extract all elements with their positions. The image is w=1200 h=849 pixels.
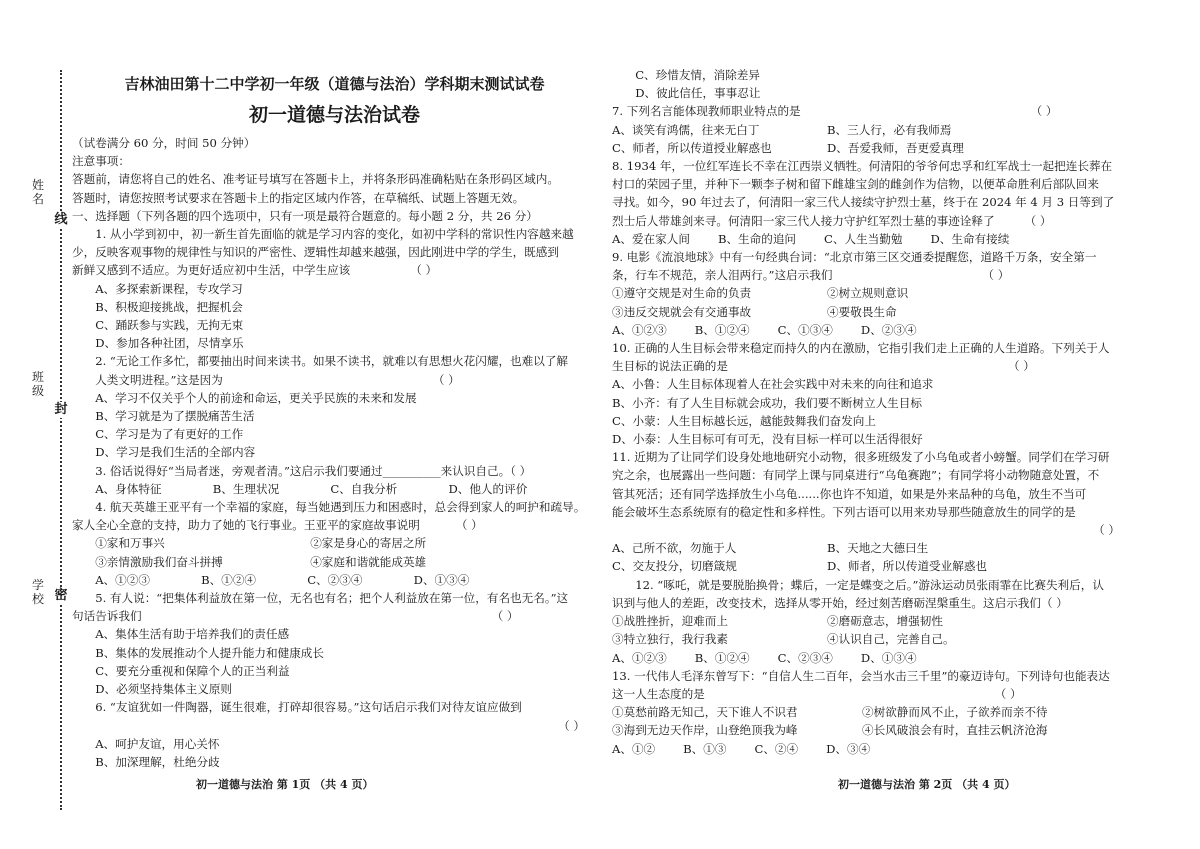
- option: B、生命的追问: [717, 231, 797, 246]
- name-label: 姓名: [31, 178, 44, 206]
- option: C、要充分重视和保障个人的正当利益: [95, 663, 290, 678]
- statement: ③海到无边天作岸，山登绝顶我为峰: [612, 723, 798, 738]
- page-right: [612, 66, 1132, 758]
- option: A、集体生活有助于培养我们的责任感: [95, 627, 290, 642]
- option: D、吾爱我师，吾更爱真理: [827, 140, 964, 155]
- option: B、①②④: [201, 572, 257, 587]
- option: A、①②③: [612, 322, 667, 337]
- option: A、小鲁：人生目标体现着人在社会实践中对未来的向往和追求: [612, 377, 934, 392]
- answer-bracket: （ ）: [1007, 359, 1035, 374]
- option: B、①②④: [694, 650, 750, 665]
- option: B、生理状况: [212, 481, 280, 496]
- question-7: 7. 下列名言能体现教师职业特点的是 （ ） A、谈笑有鸿儒，往来无白丁 B、三人行，必有我师焉 C、师者，所以传道授业解惑也 D、吾爱我师，吾更爱真理: [612, 102, 1132, 157]
- option: A、谈笑有鸿儒，往来无白丁: [612, 122, 760, 137]
- exam-title: 吉林油田第十二中学初一年级（道德与法治）学科期末测试试卷: [124, 75, 545, 93]
- option: C、②④: [754, 741, 799, 756]
- option: D、彼此信任，事事忍让: [635, 86, 761, 101]
- option: A、多探索新课程，专攻学习: [95, 281, 243, 296]
- option: D、学习是我们生活的全部内容: [95, 445, 256, 460]
- question-5: 5. 有人说：“把集体利益放在第一位，无名也有名；把个人利益放在第一位，有名也无名。”这 句话告诉我们 （ ） A、集体生活有助于培养我们的责任感 B、集体的发展推动个人提升能力和健康成长 C、要充分重视和保障个人的正当利益 D、必须坚持集体主义原则: [72, 589, 597, 698]
- question-13: 13. 一代伟人毛泽东曾写下：“自信人生二百年，会当水击三千里”的豪迈诗句。下列诗句也能表达 这一人生态度的是 （ ） ①莫愁前路无知己，天下谁人不识君 ②树欲静而风不止，子欲养而亲不待 ③海到无边天作岸，山登绝顶我为峰 ④长风破浪会有时，直挂云帆济沧海 A、①② B、①③ C、②④ D、③④: [612, 667, 1132, 758]
- option: C、人生当勤勉: [824, 231, 903, 246]
- option: D、小泰：人生目标可有可无，没有目标一样可以生活得很好: [612, 432, 923, 447]
- question-8: 8. 1934 年，一位红军连长不幸在江西崇义牺牲。何清阳的爷爷何忠孚和红军战士一起把连长葬在 村口的荣园子里，并种下一颗李子树和留下雌雄宝剑的雌剑作为信物，以便革命胜利后部队回来 寻找。如今，90 年过去了，何清阳一家三代人接续守护烈士墓，终于在 2024 年 4 月 3 日等到了 烈士后人带雄剑来寻。何清阳一家三代人接力守护红军烈士墓的事迹诠释了 （ ） A、爱在家人间 B、生命的追问 C、人生当勤勉 D、生命有接续: [612, 157, 1132, 248]
- option: D、②③④: [860, 322, 917, 337]
- option: A、①②③: [95, 572, 150, 587]
- statement: ②磨砺意志，增强韧性: [827, 614, 943, 629]
- page-footer-left: 初一道德与法治 第 1页 （共 4 页）: [196, 778, 374, 791]
- question-1: 1. 从小学到初中，初一新生首先面临的就是学习内容的变化，如初中学科的常识性内容越来越 少，反映客观事物的规律性与知识的严密性、逻辑性却越来越强，因此刚进中学的学生，既感到 新鲜又感到不适应。为更好适应初中生活，中学生应该 （ ） A、多探索新课程，专攻学习 B、积极迎接挑战，把握机会 C、踊跃参与实践，无拘无束 D、参加各种社团，尽情享乐: [72, 225, 597, 352]
- option: C、①③④: [777, 322, 833, 337]
- seal-mark-line: 线: [52, 212, 70, 228]
- statement: ④认识自己，完善自己。: [827, 632, 955, 647]
- notice-line: 答题时，请您按照考试要求在答题卡上的指定区域内作答，在草稿纸、试题上答题无效。: [72, 190, 525, 205]
- question-2: 2. “无论工作多忙，都要抽出时间来读书。如果不读书，就难以有思想火花闪耀，也难以了解 人类文明进程。”这是因为 （ ） A、学习不仅关乎个人的前途和命运，更关乎民族的未来和发展 B、学习就是为了摆脱痛苦生活 C、学习是为了有更好的工作 D、学习是我们生活的全部内容: [72, 352, 597, 461]
- option: A、①②: [612, 741, 656, 756]
- question-3: 3. 俗话说得好“当局者迷，旁观者清。”这启示我们要通过__________来认识自己。（ ） A、身体特征 B、生理状况 C、自我分析 D、他人的评价: [72, 462, 597, 498]
- statement: ③特立独行，我行我素: [612, 632, 728, 647]
- answer-bracket: （ ）: [432, 372, 460, 387]
- seal-mark-seal: 封: [52, 402, 70, 418]
- question-11: 11. 近期为了让同学们设身处地地研究小动物，很多班级发了小乌龟或者小螃蟹。同学们在学习研 究之余，也展露出一些问题：有同学上课与同桌进行“乌龟赛跑”；有同学将小动物随意处置，不 管其死活；还有同学选择放生小乌龟......你也许不知道，如果是外来品种的乌龟，放生不当可 能会破坏生态系统原有的稳定性和多样性。下列古语可以用来劝导那些随意放生的同学的是 （ ） A、己所不欲，勿施于人 B、天地之大德曰生 C、交友投分，切磨箴规 D、师者，所以传道受业解惑也: [612, 448, 1132, 575]
- statement: ②树立规则意识: [827, 286, 909, 301]
- option: C、②③④: [777, 650, 833, 665]
- statement: ①家和万事兴: [95, 536, 165, 551]
- option: A、学习不仅关乎个人的前途和命运，更关乎民族的未来和发展: [95, 390, 417, 405]
- option: D、①③④: [413, 572, 470, 587]
- option: C、小蒙：人生目标越长远，越能鼓舞我们奋发向上: [612, 413, 876, 428]
- class-label: 班级: [31, 370, 44, 398]
- exam-subtitle: 初一道德与法治试卷: [248, 104, 420, 126]
- option: A、己所不欲，勿施于人: [612, 541, 737, 556]
- option: B、天地之大德曰生: [827, 541, 929, 556]
- answer-bracket: （ ）: [982, 268, 1010, 283]
- question-12: 12. “啄吒，就是要脱胎换骨；蝶后，一定是蝶变之后。”游泳运动员张雨霏在比赛失利后，认 识到与他人的差距，改变技术，选择从零开始，经过刻苦磨砺涅槃重生。这启示我们（ ） ①战胜挫折，迎难而上 ②磨砺意志，增强韧性 ③特立独行，我行我素 ④认识自己，完善自己。 A、①②③ B、①②④ C、②③④ D、①③④: [612, 576, 1132, 667]
- option: C、自我分析: [330, 481, 398, 496]
- option: D、①③④: [860, 650, 917, 665]
- statement: ④家庭和谐就能成英雄: [310, 554, 427, 569]
- answer-bracket: （ ）: [491, 609, 519, 624]
- statement: ①莫愁前路无知己，天下谁人不识君: [612, 705, 798, 720]
- option: A、身体特征: [95, 481, 162, 496]
- section-heading: 一、选择题（下列各题的四个选项中，只有一项是最符合题意的。每小题 2 分，共 26 分）: [72, 208, 538, 223]
- option: B、积极迎接挑战，把握机会: [95, 299, 243, 314]
- option: C、师者，所以传道授业解惑也: [612, 140, 772, 155]
- question-10: 10. 正确的人生目标会带来稳定而持久的内在激励，它指引我们走上正确的人生道路。下列关于人 生目标的说法正确的是 （ ） A、小鲁：人生目标体现着人在社会实践中对未来的向往和追求 B、小齐：有了人生目标就会成功，我们要不断树立人生目标 C、小蒙：人生目标越长远，越能鼓舞我们奋发向上 D、小泰：人生目标可有可无，没有目标一样可以生活得很好: [612, 339, 1132, 448]
- statement: ①战胜挫折，迎难而上: [612, 614, 728, 629]
- option: B、加深理解，杜绝分歧: [95, 754, 220, 769]
- notice-title: 注意事项：: [72, 154, 130, 169]
- option: C、珍惜友情，消除差异: [635, 68, 760, 82]
- question-4: 4. 航天英雄王亚平有一个幸福的家庭，每当她遇到压力和困惑时，总会得到家人的呵护和疏导。 家人全心全意的支持，助力了她的飞行事业。王亚平的家庭故事说明 （ ） ①家和万事兴 ②家是身心的寄居之所 ③亲情激励我们奋斗拼搏 ④家庭和谐就能成英雄 A、①②③ B、①②④ C、②③④ D、①③④: [72, 498, 597, 589]
- option: B、三人行，必有我师焉: [827, 122, 952, 137]
- option: D、必须坚持集体主义原则: [95, 682, 233, 697]
- option: B、集体的发展推动个人提升能力和健康成长: [95, 645, 324, 660]
- option: C、学习是为了有更好的工作: [95, 427, 244, 442]
- answer-bracket: （ ）: [558, 718, 585, 733]
- answer-bracket: （ ）: [1024, 213, 1052, 228]
- school-label: 学校: [31, 578, 44, 606]
- statement: ③违反交规就会有交通事故: [612, 304, 752, 319]
- option: C、踊跃参与实践，无拘无束: [95, 318, 244, 333]
- option: D、生命有接续: [930, 231, 1010, 246]
- option: B、①②④: [694, 322, 750, 337]
- option: D、师者，所以传道受业解惑也: [827, 559, 988, 574]
- page-left: [72, 62, 597, 771]
- question-6: 6. “友谊犹如一件陶器，诞生很难，打碎却很容易。”这句话启示我们对待友谊应做到 （ ） A、呵护友谊，用心关怀 B、加深理解，杜绝分歧: [72, 698, 597, 771]
- statement: ④要敬畏生命: [827, 304, 897, 319]
- page-footer-right: 初一道德与法治 第 2页 （共 4 页）: [838, 778, 1016, 791]
- answer-bracket: （ ）: [1030, 104, 1058, 119]
- option: D、他人的评价: [448, 481, 528, 496]
- option: A、爱在家人间: [612, 231, 690, 246]
- answer-bracket: （ ）: [994, 686, 1022, 701]
- option: D、参加各种社团，尽情享乐: [95, 336, 244, 351]
- question-6-cont: [612, 66, 1132, 102]
- answer-bracket: （ ）: [455, 518, 483, 533]
- option: A、①②③: [612, 650, 667, 665]
- statement: ①遵守交规是对生命的负责: [612, 286, 752, 301]
- statement: ②家是身心的寄居之所: [310, 536, 427, 551]
- answer-bracket: （ ）: [1093, 523, 1120, 538]
- option: B、学习就是为了摆脱痛苦生活: [95, 409, 255, 424]
- binding-line: [60, 70, 62, 810]
- statement: ②树欲静而风不止，子欲养而亲不待: [862, 705, 1048, 720]
- notice-line: 答题前，请您将自己的姓名、准考证号填写在答题卡上，并将条形码准确粘贴在条形码区域内。: [72, 172, 559, 187]
- exam-meta: （试卷满分 60 分，时间 50 分钟）: [72, 136, 256, 150]
- seal-mark-secret: 密: [52, 588, 70, 604]
- option: B、小齐：有了人生目标就会成功，我们要不断树立人生目标: [612, 395, 922, 410]
- statement: ③亲情激励我们奋斗拼搏: [95, 554, 223, 569]
- option: C、②③④: [307, 572, 363, 587]
- answer-bracket: （ ）: [410, 263, 438, 278]
- option: A、呵护友谊，用心关怀: [95, 736, 220, 751]
- option: B、①③: [683, 741, 727, 756]
- option: D、③④: [826, 741, 871, 756]
- statement: ④长风破浪会有时，直挂云帆济沧海: [862, 723, 1048, 738]
- option: C、交友投分，切磨箴规: [612, 559, 737, 574]
- question-9: 9. 电影《流浪地球》中有一句经典台词：“北京市第三区交通委提醒您，道路千万条，安全第一 条，行车不规范，亲人泪两行。”这启示我们 （ ） ①遵守交规是对生命的负责 ②树立规则意识 ③违反交规就会有交通事故 ④要敬畏生命 A、①②③ B、①②④ C、①③④ D、②③④: [612, 248, 1132, 339]
